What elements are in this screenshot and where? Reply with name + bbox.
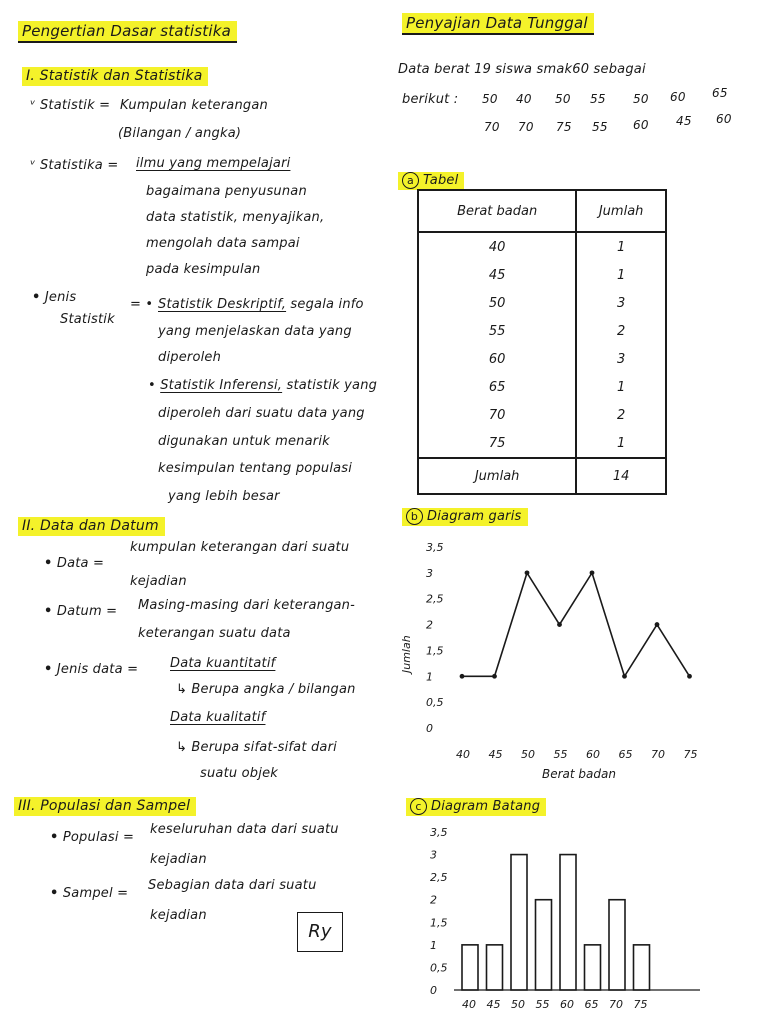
deskriptif-2: yang menjelaskan data yang (158, 324, 352, 339)
line-x-tick-label: 70 (651, 748, 665, 761)
kualitatif-desc1: ↳ Berupa sifat-sifat dari (176, 740, 337, 755)
table-row (418, 429, 666, 458)
value-r1-6: 60 (670, 90, 686, 104)
sec2-heading (18, 518, 165, 534)
jenis-equals: = • (130, 297, 154, 312)
value-r2-4: 55 (592, 120, 608, 134)
line-chart (400, 535, 730, 795)
value-r1-1: 50 (482, 92, 498, 106)
line-x-tick-label: 60 (586, 748, 600, 761)
line-y-tick-label: 1 (426, 670, 433, 684)
bar (634, 945, 650, 990)
table-header-row (418, 190, 666, 232)
line-y-tick-label: 0 (426, 722, 433, 735)
statistika-def3: data statistik, menyajikan, (146, 210, 325, 225)
line-x-tick-label: 75 (683, 748, 698, 761)
line-x-tick-label: 50 (521, 748, 535, 761)
bar-y-tick-label: 0,5 (430, 961, 448, 975)
deskriptif-line: Statistik Deskriptif, segala info (158, 297, 364, 312)
line-point (460, 674, 465, 679)
jenis-data-term: • Jenis data = (44, 662, 139, 677)
line-point (655, 622, 660, 627)
intro-line2: berikut : (402, 92, 459, 107)
table-header-berat: Berat badan (418, 190, 576, 232)
datum-term: • Datum = (44, 604, 118, 619)
kualitatif-desc2: suatu objek (200, 766, 278, 781)
bar-x-tick-label: 60 (560, 998, 574, 1011)
statistik-term: ᵛ Statistik = (30, 98, 111, 113)
table-row (418, 232, 666, 261)
table-cell-berat: 55 (418, 317, 576, 345)
line-point (525, 570, 530, 575)
bar (511, 855, 527, 990)
tabel-marker: a (402, 172, 419, 189)
bar-x-tick-label: 65 (584, 998, 599, 1011)
table-cell-jumlah: 1 (576, 232, 666, 261)
bar (487, 945, 503, 990)
line-y-tick-label: 2 (426, 618, 433, 632)
signature-box: Ry (297, 912, 343, 952)
line-y-tick-label: 1,5 (426, 644, 444, 658)
table-row (418, 317, 666, 345)
populasi-term: • Populasi = (50, 830, 135, 845)
value-r1-4: 55 (590, 92, 606, 106)
jenis-statistik-term1: • Jenis (32, 290, 77, 305)
inferensi-5: yang lebih besar (168, 489, 280, 504)
statistika-term: ᵛ Statistika = (30, 158, 119, 173)
statistika-def2: bagaimana penyusunan (146, 184, 307, 199)
line-x-tick-label: 55 (553, 748, 568, 761)
value-r2-6: 45 (676, 114, 692, 128)
populasi-def2: kejadian (150, 852, 207, 867)
table-cell-berat: 45 (418, 261, 576, 289)
bar-y-tick-label: 1,5 (430, 916, 448, 930)
table-row (418, 289, 666, 317)
inferensi-2: diperoleh dari suatu data yang (158, 406, 365, 421)
value-r1-3: 50 (555, 92, 571, 106)
bar-x-tick-label: 70 (609, 998, 623, 1011)
line-point (492, 674, 497, 679)
table-total-row (418, 458, 666, 494)
bar-x-tick-label: 55 (535, 998, 550, 1011)
inferensi-3: digunakan untuk menarik (158, 434, 330, 449)
data-def1: kumpulan keterangan dari suatu (130, 540, 350, 555)
table-cell-jumlah: 2 (576, 317, 666, 345)
kuantitatif-desc: ↳ Berupa angka / bilangan (176, 682, 356, 697)
inferensi-line: • Statistik Inferensi, statistik yang (148, 378, 378, 393)
value-r1-7: 65 (712, 86, 728, 100)
table-cell-jumlah: 2 (576, 401, 666, 429)
bar-x-tick-label: 40 (462, 998, 476, 1011)
sec3-heading-text: III. Populasi dan Sampel (14, 797, 196, 816)
bar (585, 945, 601, 990)
value-r2-3: 75 (556, 120, 572, 134)
table-cell-berat: 65 (418, 373, 576, 401)
intro-line1: Data berat 19 siswa smak60 sebagai (398, 62, 646, 77)
sampel-def2: kejadian (150, 908, 207, 923)
garis-marker: b (406, 508, 423, 525)
statistika-def5: pada kesimpulan (146, 262, 261, 277)
right-title (402, 14, 594, 32)
bar-x-tick-label: 45 (486, 998, 501, 1011)
table-cell-jumlah: 3 (576, 289, 666, 317)
sampel-def1: Sebagian data dari suatu (148, 878, 317, 893)
table-total-value: 14 (576, 458, 666, 494)
bar (560, 855, 576, 990)
line-x-tick-label: 45 (488, 748, 503, 761)
bar-chart (400, 822, 730, 1018)
data-def2: kejadian (130, 574, 187, 589)
line-point (557, 622, 562, 627)
table-cell-jumlah: 1 (576, 373, 666, 401)
bar-y-tick-label: 0 (430, 984, 437, 997)
populasi-def1: keseluruhan data dari suatu (150, 822, 339, 837)
statistika-def1: ilmu yang mempelajari (136, 156, 291, 171)
bar (609, 900, 625, 990)
table-cell-berat: 70 (418, 401, 576, 429)
batang-label: c Diagram Batang (406, 798, 546, 815)
table-body (418, 232, 666, 458)
line-y-tick-label: 2,5 (426, 592, 444, 606)
table-cell-berat: 50 (418, 289, 576, 317)
table-cell-berat: 75 (418, 429, 576, 458)
table-cell-berat: 40 (418, 232, 576, 261)
data-kuantitatif: Data kuantitatif (170, 656, 276, 671)
bar-y-tick-label: 3 (430, 848, 437, 862)
bar-y-tick-label: 2 (430, 893, 437, 907)
line-y-tick-label: 3 (426, 566, 433, 580)
garis-label: b Diagram garis (402, 508, 528, 525)
value-r2-1: 70 (484, 120, 500, 134)
left-title-text: Pengertian Dasar statistika (18, 21, 237, 43)
line-x-axis-label: Berat badan (542, 767, 616, 781)
table-cell-jumlah: 1 (576, 429, 666, 458)
right-title-text: Penyajian Data Tunggal (402, 13, 594, 35)
statistik-def1: Kumpulan keterangan (120, 98, 268, 113)
table-row (418, 345, 666, 373)
value-r2-2: 70 (518, 120, 534, 134)
bar-y-tick-label: 3,5 (430, 826, 448, 839)
line-point (687, 674, 692, 679)
bar-y-tick-label: 1 (430, 938, 437, 952)
table-cell-jumlah: 1 (576, 261, 666, 289)
line-point (622, 674, 627, 679)
batang-marker: c (410, 798, 427, 815)
table-cell-berat: 60 (418, 345, 576, 373)
datum-def2: keterangan suatu data (138, 626, 291, 641)
line-y-tick-label: 3,5 (426, 541, 444, 554)
datum-def1: Masing-masing dari keterangan- (138, 598, 356, 613)
table-row (418, 261, 666, 289)
line-y-tick-label: 0,5 (426, 696, 444, 710)
value-r1-5: 50 (633, 92, 649, 106)
line-y-axis-label: Jumlah (400, 635, 413, 673)
data-term: • Data = (44, 556, 105, 571)
value-r2-7: 60 (716, 112, 732, 126)
sec1-heading-text: I. Statistik dan Statistika (22, 67, 208, 86)
left-title (18, 22, 237, 40)
line-x-tick-label: 40 (456, 748, 470, 761)
line-x-tick-label: 65 (618, 748, 633, 761)
tabel-label: a Tabel (398, 172, 464, 189)
bar (536, 900, 552, 990)
statistik-def2: (Bilangan / angka) (118, 126, 242, 141)
table-total-label: Jumlah (418, 458, 576, 494)
jenis-statistik-term2: Statistik (60, 312, 115, 327)
inferensi-4: kesimpulan tentang populasi (158, 461, 353, 476)
sampel-term: • Sampel = (50, 886, 129, 901)
sec1-heading (22, 68, 208, 84)
sec3-heading (14, 798, 196, 814)
value-r2-5: 60 (633, 118, 649, 132)
table-row (418, 373, 666, 401)
line-point (590, 570, 595, 575)
bar-x-tick-label: 50 (511, 998, 525, 1011)
statistika-def4: mengolah data sampai (146, 236, 300, 251)
table-header-jumlah: Jumlah (576, 190, 666, 232)
deskriptif-3: diperoleh (158, 350, 222, 365)
table-cell-jumlah: 3 (576, 345, 666, 373)
data-kualitatif: Data kualitatif (170, 710, 266, 725)
value-r1-2: 40 (516, 92, 532, 106)
bar-y-tick-label: 2,5 (430, 871, 448, 885)
frequency-table (417, 189, 667, 495)
bar (462, 945, 478, 990)
sec2-heading-text: II. Data dan Datum (18, 517, 165, 536)
bar-x-tick-label: 75 (633, 998, 648, 1011)
table-row (418, 401, 666, 429)
